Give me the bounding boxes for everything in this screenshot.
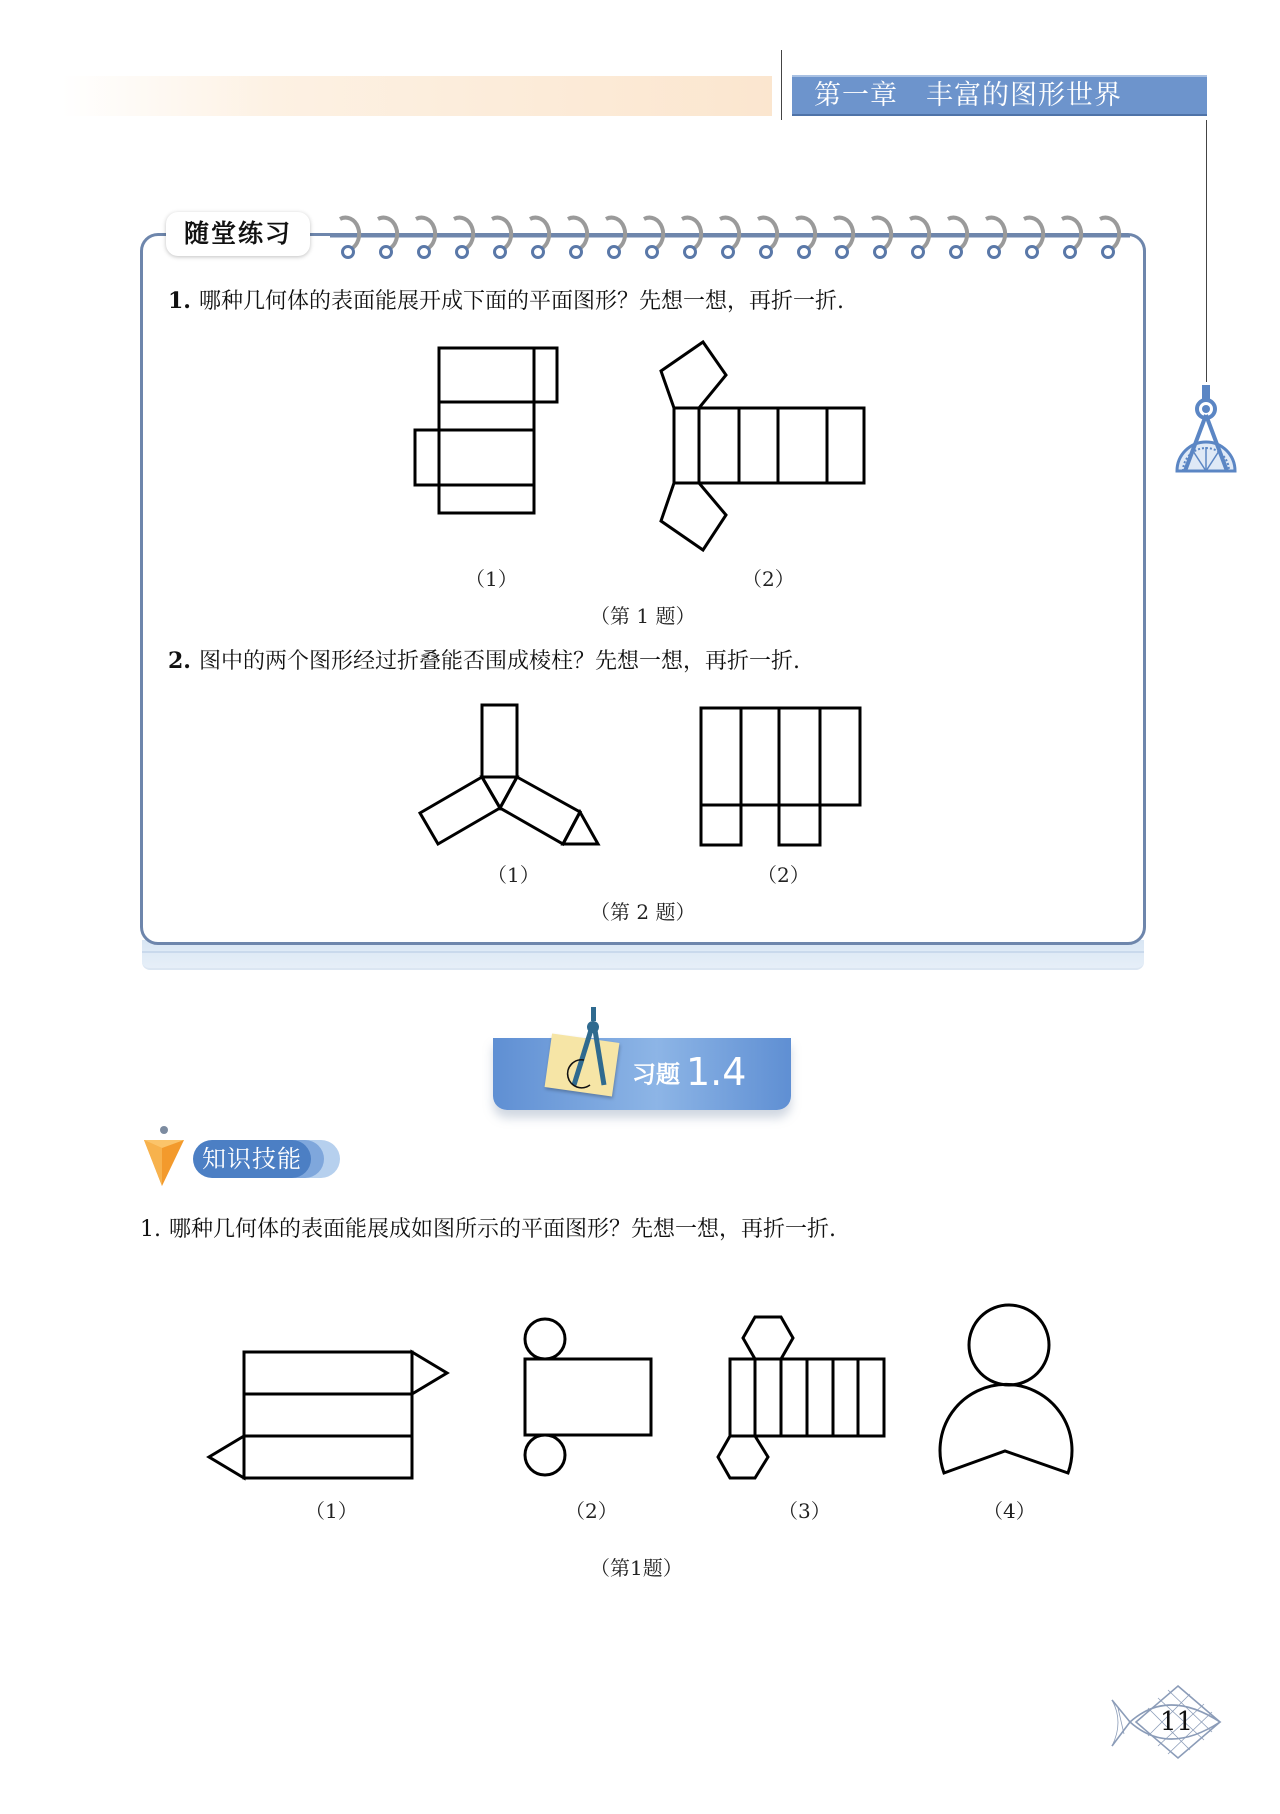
triangular-prism-net-figure — [209, 1352, 447, 1478]
figure-label: （1） — [487, 863, 540, 887]
section-tag: 知识技能 — [193, 1140, 311, 1178]
figure-label: （2） — [742, 567, 795, 591]
exercise-title-zh: 习题 — [632, 1060, 680, 1089]
hexagonal-prism-net-figure — [718, 1317, 884, 1478]
page-number: 11 — [1160, 1707, 1194, 1737]
question-number: 2. — [168, 648, 191, 674]
figure-label: （1） — [305, 1499, 358, 1523]
figure-label: （4） — [983, 1499, 1036, 1523]
figure-label: （2） — [757, 863, 810, 887]
question-number: 1. — [168, 288, 191, 314]
figure-caption: （第1题） — [590, 1556, 683, 1580]
question-number: 1. — [140, 1217, 161, 1242]
exercise-number: 1.4 — [686, 1050, 747, 1094]
cylinder-net-figure — [525, 1319, 651, 1475]
cone-net-figure — [940, 1305, 1072, 1473]
figure-caption: （第 1 题） — [590, 604, 696, 628]
figure-label: （1） — [465, 567, 518, 591]
practice-tag: 随堂练习 — [166, 212, 310, 256]
question-text: 哪种几何体的表面能展成如图所示的平面图形？先想一想，再折一折. — [169, 1217, 836, 1242]
question-text: 哪种几何体的表面能展开成下面的平面图形？先想一想，再折一折. — [198, 289, 844, 314]
figure-caption: （第 2 题） — [590, 900, 696, 924]
chapter-label: 第一章 — [814, 80, 898, 111]
figure-label: （3） — [778, 1499, 831, 1523]
figure-label: （2） — [565, 1499, 618, 1523]
chapter-title: 丰富的图形世界 — [926, 80, 1122, 111]
question-text: 图中的两个图形经过折叠能否围成棱柱？先想一想，再折一折. — [198, 649, 800, 674]
